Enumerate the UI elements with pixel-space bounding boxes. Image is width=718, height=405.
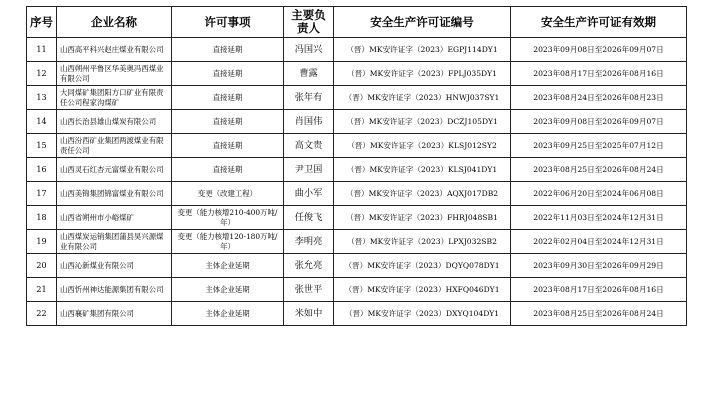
cell-company: 山西煤炭运销集团蒲县昊兴源煤业有限公司 xyxy=(57,230,172,254)
table-header-row xyxy=(27,7,687,38)
cell-company: 山西灵石红杏元富煤业有限公司 xyxy=(57,158,172,182)
cell-person: 肖国伟 xyxy=(284,110,334,134)
cell-license-no: （晋）MK安许证字（2023）AQXJ017DB2 xyxy=(334,182,511,206)
header-seq: 序号 xyxy=(27,7,57,38)
table-row xyxy=(27,110,687,134)
cell-person: 曹露 xyxy=(284,62,334,86)
permit-table xyxy=(26,6,687,326)
table-row xyxy=(27,278,687,302)
cell-license-no: （晋）MK安许证字（2023）FHRJ048SB1 xyxy=(334,206,511,230)
cell-seq: 18 xyxy=(27,206,57,230)
cell-matter: 主体企业延期 xyxy=(172,254,284,278)
table-row xyxy=(27,62,687,86)
cell-license-no: （晋）MK安许证字（2023）FPLJ035DY1 xyxy=(334,62,511,86)
cell-seq: 15 xyxy=(27,134,57,158)
cell-matter: 变更（能力核增120-180万吨/年） xyxy=(172,230,284,254)
header-matter: 许可事项 xyxy=(172,7,284,38)
table-row xyxy=(27,134,687,158)
cell-validity: 2023年09月08日至2026年09月07日 xyxy=(511,38,687,62)
cell-matter: 变更（能力核增210-400万吨/年） xyxy=(172,206,284,230)
cell-seq: 12 xyxy=(27,62,57,86)
table-row xyxy=(27,38,687,62)
cell-validity: 2023年09月25日至2025年07月12日 xyxy=(511,134,687,158)
cell-seq: 21 xyxy=(27,278,57,302)
cell-matter: 主体企业延期 xyxy=(172,278,284,302)
cell-person: 张世平 xyxy=(284,278,334,302)
header-person: 主要负责人 xyxy=(284,7,334,38)
cell-validity: 2023年08月17日至2026年08月16日 xyxy=(511,278,687,302)
cell-person: 李明亮 xyxy=(284,230,334,254)
cell-validity: 2023年08月17日至2026年08月16日 xyxy=(511,62,687,86)
cell-company: 山西省朔州市小峪煤矿 xyxy=(57,206,172,230)
cell-company: 山西汾西矿业集团两渡煤业有限责任公司 xyxy=(57,134,172,158)
cell-matter: 主体企业延期 xyxy=(172,302,284,326)
cell-seq: 16 xyxy=(27,158,57,182)
table-row xyxy=(27,182,687,206)
cell-matter: 直接延期 xyxy=(172,86,284,110)
cell-matter: 直接延期 xyxy=(172,158,284,182)
cell-license-no: （晋）MK安许证字（2023）DXYQ104DY1 xyxy=(334,302,511,326)
cell-validity: 2023年09月08日至2026年09月07日 xyxy=(511,110,687,134)
cell-person: 曲小军 xyxy=(284,182,334,206)
cell-validity: 2022年02月04日至2024年12月31日 xyxy=(511,230,687,254)
cell-person: 张允亮 xyxy=(284,254,334,278)
cell-seq: 14 xyxy=(27,110,57,134)
cell-company: 山西襄矿集团有限公司 xyxy=(57,302,172,326)
cell-license-no: （晋）MK安许证字（2023）DQYQ078DY1 xyxy=(334,254,511,278)
cell-license-no: （晋）MK安许证字（2023）LPXJ032SB2 xyxy=(334,230,511,254)
cell-license-no: （晋）MK安许证字（2023）HNWJ037SY1 xyxy=(334,86,511,110)
cell-person: 米如中 xyxy=(284,302,334,326)
cell-matter: 直接延期 xyxy=(172,110,284,134)
cell-company: 山西沁新煤业有限公司 xyxy=(57,254,172,278)
cell-seq: 22 xyxy=(27,302,57,326)
cell-company: 山西高平科兴赵庄煤业有限公司 xyxy=(57,38,172,62)
cell-person: 张年有 xyxy=(284,86,334,110)
cell-license-no: （晋）MK安许证字（2023）KLSJ041DY1 xyxy=(334,158,511,182)
header-company: 企业名称 xyxy=(57,7,172,38)
table-row xyxy=(27,86,687,110)
cell-company: 山西长治县雄山煤炭有限公司 xyxy=(57,110,172,134)
table-row xyxy=(27,158,687,182)
cell-person: 任俊飞 xyxy=(284,206,334,230)
cell-seq: 11 xyxy=(27,38,57,62)
cell-seq: 13 xyxy=(27,86,57,110)
cell-company: 山西朔州平鲁区华美奥冯西煤业有限公司 xyxy=(57,62,172,86)
cell-company: 山西忻州神达能源集团有限公司 xyxy=(57,278,172,302)
header-validity: 安全生产许可证有效期 xyxy=(511,7,687,38)
cell-license-no: （晋）MK安许证字（2023）KLSJ012SY2 xyxy=(334,134,511,158)
cell-validity: 2023年09月30日至2026年09月29日 xyxy=(511,254,687,278)
cell-seq: 20 xyxy=(27,254,57,278)
table-row xyxy=(27,254,687,278)
cell-company: 大同煤矿集团阳方口矿业有限责任公司程家沟煤矿 xyxy=(57,86,172,110)
table-body xyxy=(27,38,687,326)
cell-seq: 19 xyxy=(27,230,57,254)
cell-validity: 2023年08月24日至2026年08月23日 xyxy=(511,86,687,110)
cell-validity: 2022年06月20日至2024年06月08日 xyxy=(511,182,687,206)
cell-license-no: （晋）MK安许证字（2023）DCZJ105DY1 xyxy=(334,110,511,134)
cell-person: 冯国兴 xyxy=(284,38,334,62)
cell-person: 尹卫国 xyxy=(284,158,334,182)
table-row xyxy=(27,302,687,326)
cell-validity: 2023年08月25日至2026年08月24日 xyxy=(511,158,687,182)
cell-company: 山西美锦集团锦富煤业有限公司 xyxy=(57,182,172,206)
cell-matter: 直接延期 xyxy=(172,38,284,62)
cell-validity: 2023年08月25日至2026年08月24日 xyxy=(511,302,687,326)
cell-matter: 直接延期 xyxy=(172,62,284,86)
cell-matter: 直接延期 xyxy=(172,134,284,158)
cell-person: 高文贵 xyxy=(284,134,334,158)
table-row xyxy=(27,230,687,254)
cell-validity: 2022年11月03日至2024年12月31日 xyxy=(511,206,687,230)
cell-license-no: （晋）MK安许证字（2023）EGPJ114DY1 xyxy=(334,38,511,62)
table-row xyxy=(27,206,687,230)
cell-matter: 变更（改建工程） xyxy=(172,182,284,206)
cell-seq: 17 xyxy=(27,182,57,206)
header-license-no: 安全生产许可证编号 xyxy=(334,7,511,38)
cell-license-no: （晋）MK安许证字（2023）HXFQ046DY1 xyxy=(334,278,511,302)
